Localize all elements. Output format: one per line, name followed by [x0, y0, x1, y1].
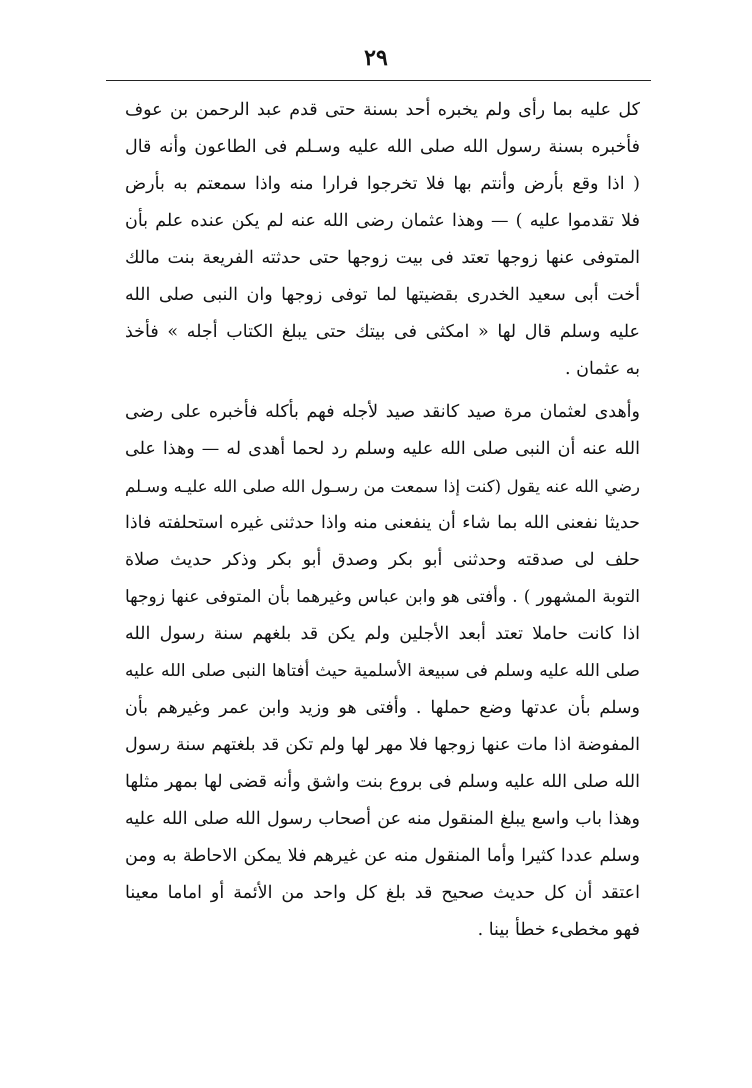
text-line: رضي الله عنه يقول (كنت إذا سمعت من رسـول الله صلى الله عليـه وسـلم [125, 477, 640, 496]
text-line: به عثمان . [565, 359, 640, 379]
header-rule [106, 80, 651, 81]
text-line: فأخبره بسنة رسول الله صلى الله عليه وسـلم فى الطاعون وأنه قال [125, 137, 640, 157]
text-line: اعتقد أن كل حديث صحيح قد بلغ كل واحد من الأئمة أو اماما معينا [125, 883, 640, 903]
text-line: وسلم عددا كثيرا وأما المنقول منه عن غيرهم فلا يمكن الاحاطة به ومن [125, 846, 640, 866]
text-line: الله صلى الله عليه وسلم فى بروع بنت واشق وأنه قضى لها بمهر مثلها [125, 772, 640, 792]
paragraph-1 [125, 92, 640, 388]
page-number: ٢٩ [364, 45, 388, 71]
text-line: التوبة المشهور ) . وأفتى هو وابن عباس وغيرهما بأن المتوفى عنها زوجها [125, 587, 640, 607]
text-line: عليه وسلم قال لها « امكثى فى بيتك حتى يبلغ الكتاب أجله » فأخذ [125, 322, 640, 342]
text-line: حديثا نفعنى الله بما شاء أن ينفعنى منه واذا حدثنى غيره استحلفته فاذا [125, 513, 640, 533]
text-line: حلف لى صدقته وحدثنى أبو بكر وصدق أبو بكر وذكر حديث صلاة [125, 550, 640, 570]
text-line: المتوفى عنها زوجها تعتد فى بيت زوجها حتى حدثته الفريعة بنت مالك [125, 248, 640, 268]
text-line: ( اذا وقع بأرض وأنتم بها فلا تخرجوا فرارا منه واذا سمعتم به بأرض [125, 174, 640, 194]
paragraph-2 [125, 394, 640, 949]
text-line: اذا كانت حاملا تعتد أبعد الأجلين ولم يكن قد بلغهم سنة رسول الله [125, 624, 640, 644]
text-line: فلا تقدموا عليه ) — وهذا عثمان رضى الله عنه لم يكن عنده علم بأن [125, 211, 640, 231]
text-line: المفوضة اذا مات عنها زوجها فلا مهر لها ولم تكن قد بلغتهم سنة رسول [125, 735, 640, 755]
text-line: وأهدى لعثمان مرة صيد كانقد صيد لأجله فهم بأكله فأخبره على رضى [125, 402, 640, 422]
text-line: فهو مخطىء خطأ بينا . [477, 920, 640, 940]
body-text [125, 92, 640, 949]
text-line: صلى الله عليه وسلم فى سبيعة الأسلمية حيث أفتاها النبى صلى الله عليه [125, 661, 640, 681]
text-line: وهذا باب واسع يبلغ المنقول منه عن أصحاب رسول الله صلى الله عليه [125, 809, 640, 829]
text-line: كل عليه بما رأى ولم يخبره أحد بسنة حتى قدم عبد الرحمن بن عوف [125, 100, 640, 120]
text-line: الله عنه أن النبى صلى الله عليه وسلم رد لحما أهدى له — وهذا على [125, 439, 640, 459]
text-line: أخت أبى سعيد الخدرى بقضيتها لما توفى زوجها وان النبى صلى الله [125, 285, 640, 305]
text-line: وسلم بأن عدتها وضع حملها . وأفتى هو وزيد وابن عمر وغيرهم بأن [125, 698, 640, 718]
